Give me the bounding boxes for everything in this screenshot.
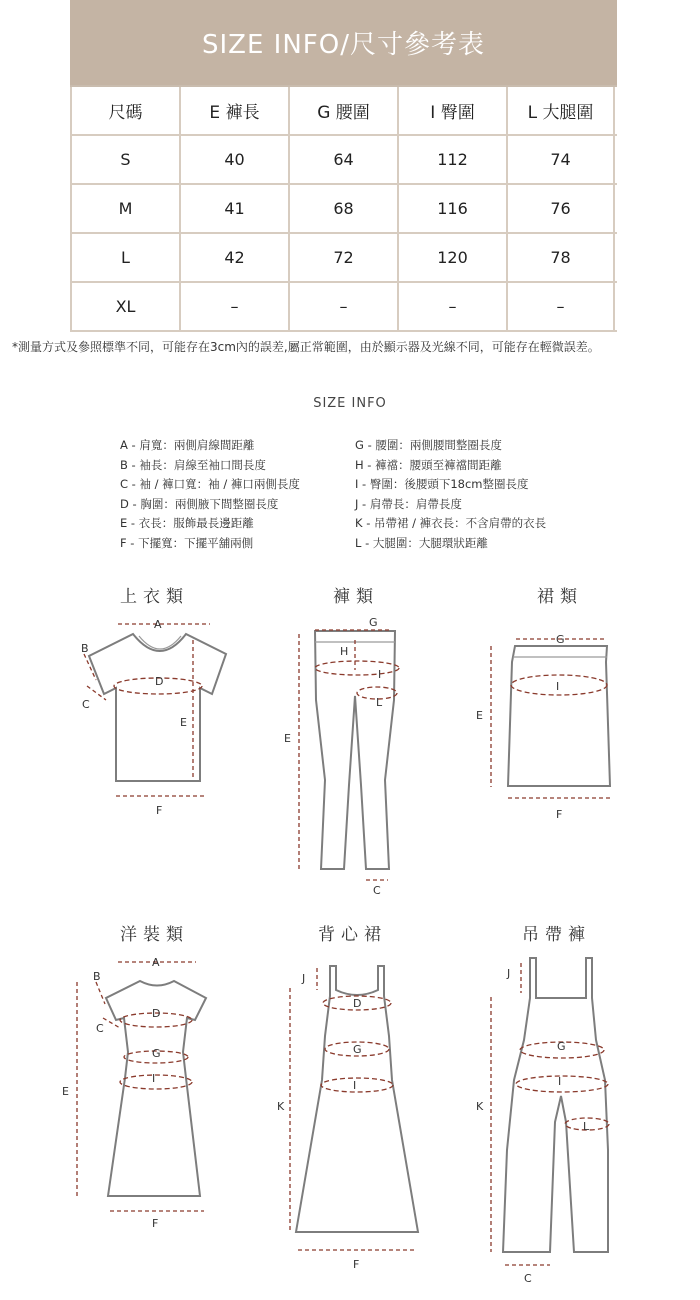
cell-thigh: –: [506, 283, 615, 330]
mark-d: D: [152, 1007, 161, 1020]
cell-size: XL: [70, 283, 179, 330]
cell-hip: –: [397, 283, 506, 330]
mark-l: L: [583, 1120, 590, 1133]
header-hip: I 臀圍: [397, 87, 506, 134]
mark-e: E: [62, 1085, 69, 1098]
header-size: 尺碼: [70, 87, 179, 134]
pinafore-diagram: [277, 966, 418, 1271]
mark-f: F: [152, 1217, 159, 1230]
cell-length: 41: [179, 185, 288, 232]
overalls-diagram: [476, 958, 609, 1285]
pants-diagram: [284, 616, 399, 897]
mark-i: I: [353, 1079, 357, 1092]
cell-thigh: 76: [506, 185, 615, 232]
header-length: E 褲長: [179, 87, 288, 134]
cell-thigh: 74: [506, 136, 615, 183]
cell-thigh: 78: [506, 234, 615, 281]
cell-hip: 120: [397, 234, 506, 281]
cell-waist: 64: [288, 136, 397, 183]
mark-i: I: [152, 1072, 156, 1085]
mark-j: J: [507, 967, 511, 980]
mark-g: G: [152, 1047, 161, 1060]
mark-d: D: [353, 997, 362, 1010]
mark-e: E: [476, 709, 483, 722]
mark-i: I: [556, 680, 560, 693]
cell-hip: 112: [397, 136, 506, 183]
category-dresses-title: 洋裝類: [120, 925, 189, 945]
legend-item: B - 袖長：肩線至袖口間長度: [120, 457, 266, 472]
category-tops-title: 上衣類: [120, 587, 189, 607]
mark-f: F: [156, 804, 163, 817]
mark-h: H: [340, 645, 349, 658]
mark-j: J: [302, 972, 306, 985]
size-table-title: SIZE INFO/尺寸參考表: [70, 0, 617, 85]
skirt-diagram: [476, 633, 612, 821]
legend-item: J - 肩帶長：肩帶長度: [355, 496, 462, 511]
mark-a: A: [154, 618, 162, 631]
mark-b: B: [81, 642, 89, 655]
legend-item: F - 下擺寬：下擺平舖兩側: [120, 535, 254, 550]
cell-size: M: [70, 185, 179, 232]
mark-e: E: [180, 716, 187, 729]
cell-size: S: [70, 136, 179, 183]
legend-item: E - 衣長：服飾最長邊距離: [120, 516, 254, 530]
category-pants-title: 褲類: [333, 587, 379, 607]
category-skirts-title: 裙類: [537, 587, 583, 607]
mark-g: G: [369, 616, 378, 629]
legend-item: G - 腰圍：兩側腰間整圈長度: [355, 438, 502, 452]
mark-k: K: [476, 1100, 484, 1113]
mark-a: A: [152, 956, 160, 969]
cell-waist: –: [288, 283, 397, 330]
category-overalls-title: 吊帶褲: [522, 925, 591, 945]
skirt-outline: [508, 646, 610, 786]
mark-f: F: [353, 1258, 360, 1271]
cell-length: 42: [179, 234, 288, 281]
mark-c: C: [82, 698, 90, 711]
mark-g: G: [353, 1043, 362, 1056]
legend-item: L - 大腿圍：大腿環狀距離: [355, 535, 488, 550]
category-pinafore-title: 背心裙: [318, 925, 387, 945]
legend-item: H - 褲襠：腰頭至褲襠間距離: [355, 457, 502, 472]
mark-i: I: [558, 1075, 562, 1088]
overalls-outline: [503, 958, 608, 1252]
pants-outline: [315, 631, 395, 869]
legend-item: D - 胸圍：兩側腋下間整圈長度: [120, 496, 279, 511]
cell-length: –: [179, 283, 288, 330]
measurement-note: *測量方式及參照標準不同，可能存在3cm內的誤差,屬正常範圍，由於顯示器及光線不同，可能存在輕微誤差。: [12, 340, 600, 354]
mark-e: E: [284, 732, 291, 745]
mark-c: C: [524, 1272, 532, 1285]
mark-k: K: [277, 1100, 285, 1113]
cell-length: 40: [179, 136, 288, 183]
mark-f: F: [556, 808, 563, 821]
mark-b: B: [93, 970, 101, 983]
legend-item: A - 肩寬：兩側肩線間距離: [120, 438, 255, 452]
cell-waist: 68: [288, 185, 397, 232]
cell-size: L: [70, 234, 179, 281]
mark-d: D: [155, 675, 164, 688]
mark-c: C: [373, 884, 381, 897]
header-thigh: L 大腿圍: [506, 87, 615, 134]
dress-diagram: [62, 956, 206, 1230]
mark-g: G: [556, 633, 565, 646]
mark-c: C: [96, 1022, 104, 1035]
tshirt-outline: [89, 634, 226, 781]
header-waist: G 腰圍: [288, 87, 397, 134]
cell-hip: 116: [397, 185, 506, 232]
legend-item: C - 袖 / 褲口寬：袖 / 褲口兩側長度: [120, 477, 300, 491]
mark-g: G: [557, 1040, 566, 1053]
tshirt-diagram: [81, 618, 226, 817]
legend-item: K - 吊帶裙 / 褲衣長：不含肩帶的衣長: [355, 516, 547, 530]
legend-title: SIZE INFO: [313, 396, 387, 411]
mark-i: I: [378, 668, 382, 681]
mark-l: L: [376, 696, 383, 709]
legend-item: I - 臀圍：後腰頭下18cm整圈長度: [355, 477, 529, 491]
measure-b-line: [96, 982, 105, 1004]
cell-waist: 72: [288, 234, 397, 281]
